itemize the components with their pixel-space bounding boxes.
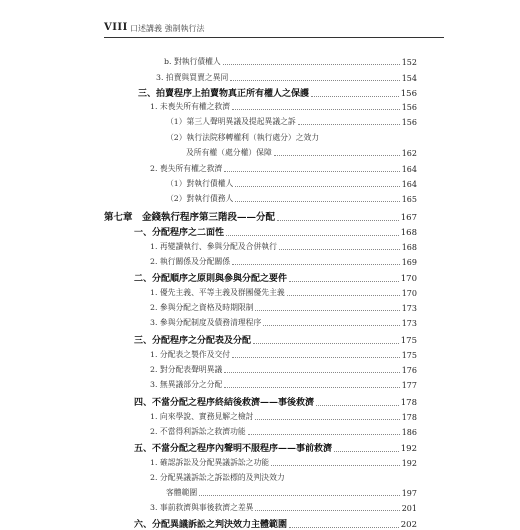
toc-entry-label: （1）第三人聲明異議及提起異議之訴 [166,117,296,126]
dot-leader [199,495,400,496]
dot-leader [255,419,399,420]
toc-entry [150,302,417,313]
toc-entry-label: 3. 無異議部分之分配 [150,380,223,389]
toc-entry-page: 175 [400,336,417,346]
toc-entry-label: 二、分配順序之原則與參與分配之要件 [134,274,288,284]
toc-entry-label: 六、分配異議訴訟之判決效力主體範圍 [134,520,288,530]
toc-entry [156,72,417,83]
toc-entry-page: 173 [401,304,417,313]
toc-entry-label: 2. 對分配表聲明異議 [150,365,223,374]
toc-entry-label: 及所有權（處分權）保障 [186,148,272,157]
dot-leader [274,155,400,156]
dot-leader [232,109,400,110]
dot-leader [263,325,399,326]
dot-leader [255,310,399,311]
toc-entry-label: 3. 事前救濟與事後救濟之差異 [150,503,254,512]
dot-leader [253,343,399,344]
toc-entry-page: 173 [401,319,417,328]
toc-entry-page: 175 [401,351,417,360]
toc-entry-page: 168 [401,243,417,252]
toc-entry-page: 176 [401,366,417,375]
toc-entry [166,193,417,204]
toc-entry-page: 202 [400,520,417,530]
dot-leader [235,186,399,187]
dot-leader [277,220,399,221]
dot-leader [224,372,399,373]
dot-leader [230,80,399,81]
toc-entry [150,317,417,328]
toc-entry-continuation [166,487,417,498]
toc-entry-page: 192 [400,444,417,454]
dot-leader [223,64,400,65]
toc-entry-label: 2. 喪失所有權之救濟 [150,164,223,173]
toc-entry-label: 四、不當分配之程序終結後救濟——事後救濟 [134,398,315,408]
toc-entry [150,426,417,437]
book-title: 口述講義 強制執行法 [130,24,205,33]
toc-entry-page: 156 [401,103,417,112]
toc-entry [150,349,417,360]
toc-entry-page: 156 [400,89,417,99]
toc-entry-page: 154 [401,74,417,83]
dot-leader [334,451,399,452]
dot-leader [289,527,399,528]
running-header [104,19,444,35]
toc-entry-label: 1. 分配表之製作及交付 [150,350,231,359]
toc-entry-label: 1. 再變讀執行、參與分配及合併執行 [150,242,277,251]
dot-leader [232,264,400,265]
dot-leader [224,387,399,388]
toc-entry [150,472,417,483]
toc-entry-page: 178 [401,413,417,422]
dot-leader [289,281,399,282]
toc-entry [150,379,417,390]
dot-leader [287,295,400,296]
dot-leader [279,249,400,250]
toc-section [134,395,417,408]
toc-entry [166,178,417,189]
toc-entry [150,287,417,298]
toc-chapter [104,209,417,223]
toc-entry-label: 三、拍賣程序上拍賣物真正所有權人之保護 [138,89,310,99]
toc-entry-label: 2. 不當得利訴訟之救濟功能 [150,427,246,436]
toc-entry-label: 1. 確認訴訟及分配異議訴訟之功能 [150,458,270,467]
toc-entry-label: 一、分配程序之二面性 [134,228,225,238]
toc-section [134,441,417,454]
toc-entry [150,256,417,267]
toc-entry-label: 三、分配程序之分配表及分配 [134,336,252,346]
toc-entry [166,132,417,143]
page-chapter-numeral: VIII [104,22,128,33]
toc-section [134,333,417,346]
dot-leader [232,357,400,358]
toc-entry-page: 164 [401,165,417,174]
dot-leader [224,171,399,172]
toc-entry-page: 186 [401,428,417,437]
toc-entry-page: 170 [400,274,417,284]
toc-entry-label: 3. 拍賣與買賣之異同 [156,73,229,82]
toc-entry-label: （1）對執行債權人 [166,179,234,188]
dot-leader [271,465,400,466]
toc-entry [150,163,417,174]
toc-entry [150,241,417,252]
toc-entry-label: 1. 未喪失所有權之救濟 [150,102,231,111]
toc-entry-label: 2. 執行關係及分配關係 [150,257,231,266]
toc-entry-page: 168 [400,228,417,238]
toc-section [134,271,417,284]
toc-entry-page: 156 [401,118,417,127]
toc-entry-page: 197 [401,489,417,498]
toc-entry-label: b. 對執行債權人 [164,57,221,66]
toc-entry-page: 165 [401,195,417,204]
toc-entry [150,101,417,112]
toc-entry-label: （2）對執行債務人 [166,194,234,203]
dot-leader [255,510,399,511]
toc-entry-page: 170 [401,289,417,298]
toc-entry-page: 164 [401,180,417,189]
dot-leader [226,235,399,236]
toc-entry-page: 169 [401,258,417,267]
toc-entry [150,502,417,513]
toc-entry-page: 201 [401,504,417,513]
dot-leader [298,124,400,125]
toc-entry-page: 162 [401,149,417,158]
toc-entry-page: 178 [400,398,417,408]
toc-section [134,225,417,238]
toc-entry-label: 2. 參與分配之資格及時期限制 [150,303,254,312]
toc-entry [166,116,417,127]
toc-entry [150,457,417,468]
toc-entry-page: 192 [401,459,417,468]
toc-entry-label: 第七章 金錢執行程序第三階段——分配 [104,212,276,223]
toc-entry-page: 152 [401,58,417,67]
toc-entry-label: 1. 向來學說、實務見解之檢討 [150,412,254,421]
toc-entry-label: （2）執行法院移轉權利（執行處分）之效力 [166,133,320,142]
toc-entry-page: 167 [400,213,417,223]
dot-leader [235,201,399,202]
toc-entry [150,411,417,422]
toc-entry [150,364,417,375]
toc-section [138,86,417,99]
toc-entry-label: 1. 優先主義、平等主義及群團優先主義 [150,288,285,297]
dot-leader [248,434,400,435]
header-rule [104,37,444,38]
toc-entry-page: 177 [401,381,417,390]
toc-section [134,517,417,530]
toc-entry [164,56,417,67]
dot-leader [316,405,399,406]
toc-entry-continuation [186,147,417,158]
dot-leader [311,96,399,97]
toc-entry-label: 五、不當分配之程序內聲明不服程序——事前救濟 [134,444,333,454]
toc-entry-label: 2. 分配異議訴訟之訴訟標的及判決效力 [150,473,285,482]
toc-entry-label: 客體範圍 [166,488,198,497]
toc-entry-label: 3. 參與分配制度及債務清理程序 [150,318,262,327]
